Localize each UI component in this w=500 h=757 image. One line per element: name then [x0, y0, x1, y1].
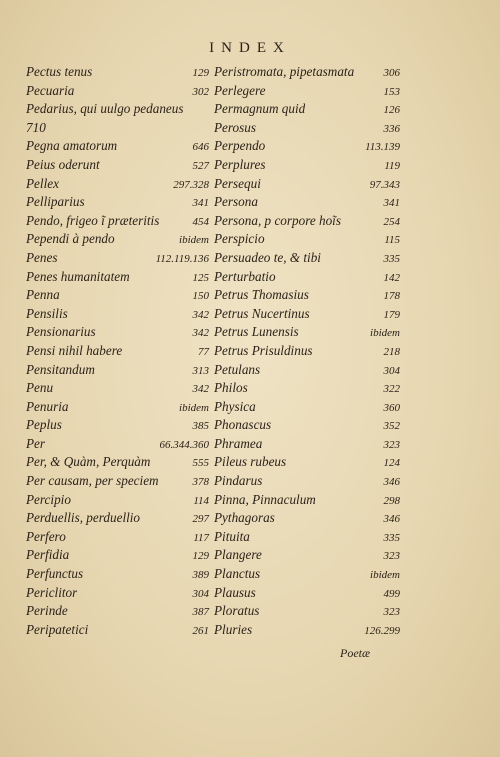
index-page-ref: 261: [192, 624, 209, 637]
index-entry: [26, 305, 209, 324]
index-entry: [26, 491, 209, 510]
index-page-ref: 178: [383, 290, 400, 303]
index-term: Perfunctus: [26, 566, 84, 582]
index-entry: [26, 621, 209, 640]
index-page-ref: 142: [383, 271, 400, 284]
index-term: Pendo, frigeo ĩ præteritis: [26, 212, 160, 228]
index-term: Perinde: [26, 603, 68, 619]
index-term: Pileus rubeus: [214, 454, 287, 470]
index-entry: [214, 584, 400, 603]
index-term: Perpendo: [214, 138, 266, 154]
index-page-ref: 342: [192, 327, 209, 340]
index-term: Persona, p corpore hoĩs: [214, 212, 341, 228]
index-page-ref: 124: [383, 457, 400, 470]
index-term: 710: [26, 119, 46, 135]
index-entry: [26, 193, 209, 212]
index-term: Persona: [214, 194, 258, 210]
index-page-ref: 97.343: [369, 178, 400, 191]
index-term: Physica: [214, 398, 256, 414]
index-entry: [26, 435, 209, 454]
index-page-ref: 387: [192, 606, 209, 619]
index-term: Pellex: [26, 175, 59, 191]
index-term: Pluries: [214, 621, 253, 637]
index-term: Plausus: [214, 584, 256, 600]
index-page-ref: 378: [192, 476, 209, 489]
index-page-ref: 112.119.136: [155, 252, 209, 265]
index-entry: [26, 323, 209, 342]
index-entry: [26, 546, 209, 565]
index-term: Peplus: [26, 417, 62, 433]
index-entry: [26, 565, 209, 584]
index-entry: [214, 342, 400, 361]
index-page-ref: ibidem: [179, 234, 209, 247]
index-term: Pegna amatorum: [26, 138, 118, 154]
index-entry: [214, 416, 400, 435]
index-entry: [214, 137, 400, 156]
index-page-ref: 304: [192, 587, 209, 600]
index-entry: [26, 602, 209, 621]
index-page-ref: 527: [192, 159, 209, 172]
index-page-ref: 335: [383, 531, 400, 544]
index-page-ref: 555: [192, 457, 209, 470]
index-entry: [214, 361, 400, 380]
index-entry: [26, 82, 209, 101]
index-page-ref: 117: [193, 531, 209, 544]
index-entry: [26, 584, 209, 603]
index-page-ref: 125: [192, 271, 209, 284]
index-page-ref: 322: [383, 383, 400, 396]
index-term: Penu: [26, 380, 54, 396]
index-term: Pindarus: [214, 473, 263, 489]
index-term: Peristromata, pipetasmata: [214, 64, 355, 79]
index-entry: [26, 398, 209, 417]
index-column-left: [26, 63, 209, 639]
index-page-ref: 298: [383, 494, 400, 507]
index-term: Perduellis, perduellio: [26, 510, 141, 526]
index-term: Pensionarius: [26, 324, 96, 340]
index-entry: [26, 361, 209, 380]
index-term: Ploratus: [214, 603, 260, 619]
index-page-ref: 342: [192, 308, 209, 321]
index-entry: [26, 119, 209, 138]
index-page-ref: 346: [383, 476, 400, 489]
index-term: Pensitandum: [26, 361, 95, 377]
index-page-ref: 499: [383, 587, 400, 600]
index-entry: [214, 286, 400, 305]
index-page-ref: 341: [192, 197, 209, 210]
index-term: Permagnum quid: [214, 101, 306, 117]
index-page-ref: 342: [192, 383, 209, 396]
index-term: Pelliparius: [26, 194, 85, 210]
index-term: Pensi nihil habere: [26, 342, 123, 358]
index-entry: [214, 82, 400, 101]
index-entry: [26, 137, 209, 156]
index-entry: [214, 472, 400, 491]
index-entry: [26, 286, 209, 305]
index-page-ref: 646: [192, 141, 209, 154]
index-page-ref: 119: [384, 159, 400, 172]
index-term: Per, & Quàm, Perquàm: [26, 454, 151, 470]
index-entry: [214, 528, 400, 547]
index-entry: [26, 230, 209, 249]
index-term: Pinna, Pinnaculum: [214, 491, 316, 507]
index-page-ref: 304: [383, 364, 400, 377]
index-page-ref: 297.328: [173, 178, 209, 191]
index-entry: [26, 268, 209, 287]
index-entry: [26, 249, 209, 268]
index-page-ref: 302: [192, 85, 209, 98]
index-term: Pythagoras: [214, 510, 275, 526]
index-entry: [214, 305, 400, 324]
index-entry: [26, 453, 209, 472]
index-entry: [214, 212, 400, 231]
index-term: Pependi à pendo: [26, 231, 115, 247]
index-term: Peripatetici: [26, 621, 89, 637]
index-entry: [26, 528, 209, 547]
index-term: Persuadeo te, & tibi: [214, 249, 321, 265]
index-term: Pensilis: [26, 305, 68, 321]
index-term: Pedarius, qui uulgo pedaneus: [26, 101, 184, 117]
index-entry: [214, 193, 400, 212]
index-entry: [214, 491, 400, 510]
index-page-ref: 313: [192, 364, 209, 377]
index-term: Perspicio: [214, 231, 265, 247]
index-entry: [214, 230, 400, 249]
index-page-ref: 352: [383, 420, 400, 433]
index-term: Petrus Lunensis: [214, 324, 299, 340]
index-term: Peius oderunt: [26, 156, 100, 172]
index-page-ref: 323: [383, 550, 400, 563]
index-term: Petulans: [214, 361, 261, 377]
index-page-ref: 346: [383, 513, 400, 526]
index-entry: [214, 546, 400, 565]
index-page-ref: 179: [383, 308, 400, 321]
index-entry: [214, 63, 400, 82]
index-entry: [214, 379, 400, 398]
index-entry: [26, 212, 209, 231]
index-entry: [214, 175, 400, 194]
index-page-ref: ibidem: [370, 569, 400, 582]
index-entry: [26, 100, 209, 119]
page-header: INDEX: [209, 40, 291, 56]
index-entry: [26, 379, 209, 398]
index-page-ref: 129: [192, 67, 209, 79]
index-page-ref: 323: [383, 606, 400, 619]
index-page-ref: 306: [383, 67, 400, 79]
index-entry: [214, 323, 400, 342]
index-term: Petrus Prisuldinus: [214, 342, 313, 358]
index-term: Penna: [26, 287, 60, 303]
index-entry: [214, 268, 400, 287]
index-term: Planctus: [214, 566, 261, 582]
index-column-right: [214, 63, 400, 639]
index-entry: [26, 175, 209, 194]
index-term: Persequi: [214, 175, 261, 191]
index-entry: [214, 621, 400, 640]
index-term: Perlegere: [214, 82, 266, 98]
index-page-ref: 389: [192, 569, 209, 582]
index-page-ref: 385: [192, 420, 209, 433]
index-term: Penes humanitatem: [26, 268, 130, 284]
index-term: Phonascus: [214, 417, 272, 433]
index-entry: [26, 342, 209, 361]
index-term: Philos: [214, 380, 248, 396]
index-term: Periclitor: [26, 584, 78, 600]
index-entry: [26, 63, 209, 82]
index-page-ref: ibidem: [179, 401, 209, 414]
index-page-ref: 77: [198, 345, 209, 358]
index-term: Petrus Thomasius: [214, 287, 309, 303]
index-page-ref: 153: [383, 85, 400, 98]
index-term: Phramea: [214, 435, 263, 451]
index-entry: [214, 100, 400, 119]
index-page-ref: 150: [192, 290, 209, 303]
index-page-ref: 323: [383, 438, 400, 451]
index-page-ref: 115: [384, 234, 400, 247]
index-term: Perfidia: [26, 547, 70, 563]
index-term: Penuria: [26, 398, 69, 414]
index-page-ref: 297: [192, 513, 209, 526]
index-entry: [26, 509, 209, 528]
index-page-ref: 254: [383, 215, 400, 228]
index-term: Pectus tenus: [26, 64, 93, 79]
index-page-ref: ibidem: [370, 327, 400, 340]
index-term: Per: [26, 435, 46, 451]
index-term: Perplures: [214, 156, 266, 172]
index-entry: [214, 398, 400, 417]
index-entry: [214, 119, 400, 138]
index-term: Per causam, per speciem: [26, 473, 159, 489]
index-entry: [214, 602, 400, 621]
index-page-ref: 341: [383, 197, 400, 210]
index-page-ref: 360: [383, 401, 400, 414]
index-entry: [214, 435, 400, 454]
index-term: Petrus Nucertinus: [214, 305, 310, 321]
index-page-ref: 66.344.360: [159, 438, 209, 451]
index-term: Perosus: [214, 119, 257, 135]
index-page-ref: 335: [383, 252, 400, 265]
index-page-ref: 336: [383, 122, 400, 135]
index-entry: [214, 509, 400, 528]
index-entry: [214, 156, 400, 175]
index-term: Pecuaria: [26, 82, 75, 98]
index-page-ref: 218: [383, 345, 400, 358]
index-term: Percipio: [26, 491, 71, 507]
index-term: Perturbatio: [214, 268, 276, 284]
index-page-ref: 126: [383, 104, 400, 117]
catchword: Poetæ: [340, 646, 370, 660]
index-page-ref: 129: [192, 550, 209, 563]
index-entry: [26, 472, 209, 491]
index-page-ref: 454: [192, 215, 209, 228]
index-term: Plangere: [214, 547, 262, 563]
index-entry: [214, 249, 400, 268]
index-page-ref: 113.139: [365, 141, 400, 154]
index-entry: [214, 453, 400, 472]
index-entry: [26, 416, 209, 435]
index-term: Penes: [26, 249, 58, 265]
index-page-ref: 126.299: [364, 624, 400, 637]
index-entry: [214, 565, 400, 584]
index-term: Perfero: [26, 528, 66, 544]
index-entry: [26, 156, 209, 175]
index-page-ref: 114: [193, 494, 209, 507]
index-term: Pituita: [214, 528, 250, 544]
